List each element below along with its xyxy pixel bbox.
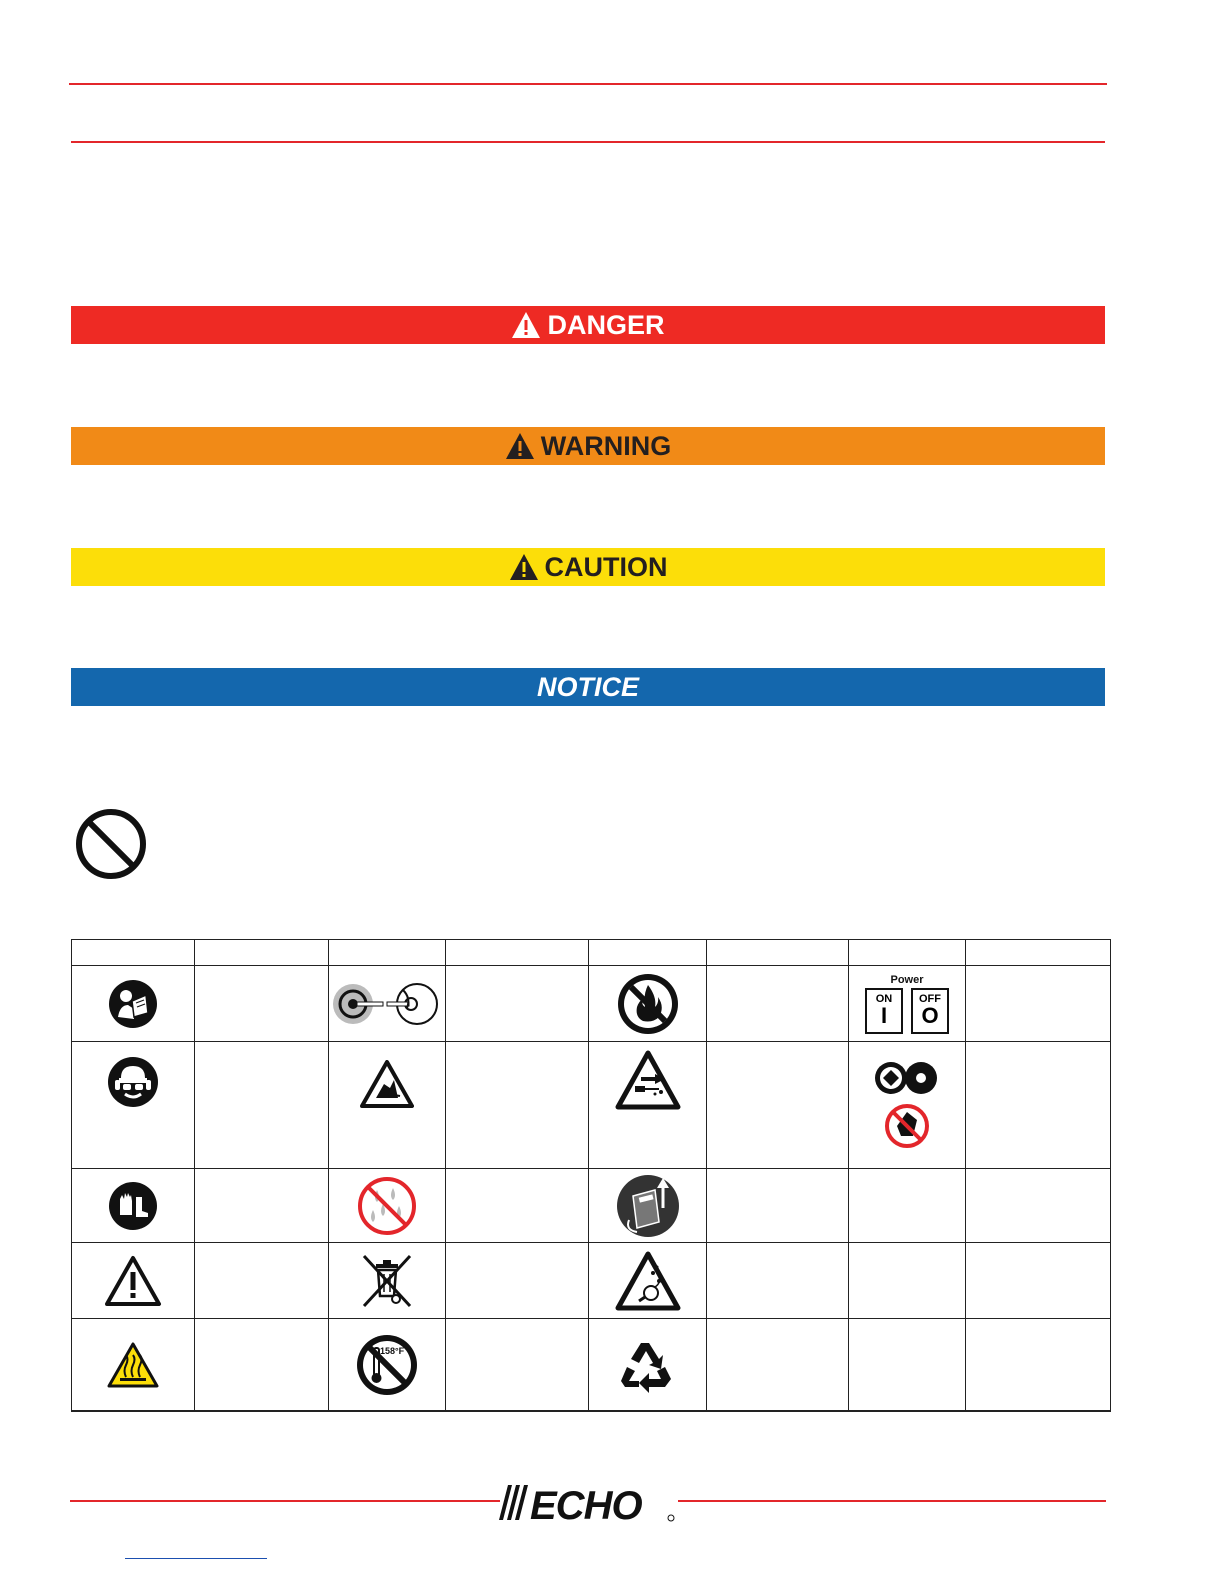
- description-cell: [966, 1319, 1111, 1412]
- description-cell: [446, 1243, 589, 1319]
- off-text: OFF: [919, 992, 941, 1005]
- description-cell: [446, 1169, 589, 1243]
- symbol-cell: [849, 1042, 966, 1169]
- description-cell: [446, 1319, 589, 1412]
- symbol-cell: [589, 966, 707, 1042]
- empty-cell: [849, 1169, 966, 1243]
- header-cell: [849, 940, 966, 966]
- symbol-cell: [72, 1243, 195, 1319]
- description-cell: [966, 966, 1111, 1042]
- symbol-cell: [72, 1319, 195, 1412]
- description-cell: [966, 1169, 1111, 1243]
- header-cell: [72, 940, 195, 966]
- no-open-flame-icon: [617, 973, 679, 1035]
- description-cell: [195, 1042, 329, 1169]
- table-header-row: [72, 940, 1111, 966]
- symbol-cell: [329, 1319, 446, 1412]
- description-cell: [195, 1319, 329, 1412]
- caution-label: CAUTION: [544, 551, 668, 582]
- hot-surface-icon: [106, 1341, 160, 1389]
- symbol-table: [71, 939, 1111, 1412]
- flying-debris-icon: [615, 1251, 681, 1311]
- description-cell: [195, 966, 329, 1042]
- symbol-cell: [329, 966, 446, 1042]
- header-cell: [195, 940, 329, 966]
- description-cell: [195, 1243, 329, 1319]
- no-trash-disposal-icon: [358, 1252, 416, 1310]
- title-rule: [71, 141, 1105, 143]
- blade-types-icon: [871, 1060, 943, 1150]
- description-cell: [707, 966, 849, 1042]
- on-symbol: I: [880, 1002, 888, 1028]
- table-row: [72, 1042, 1111, 1169]
- symbol-cell: [589, 1169, 707, 1243]
- footer-rule-left: [70, 1500, 500, 1502]
- empty-cell: [849, 1243, 966, 1319]
- symbol-cell: [589, 1042, 707, 1169]
- description-cell: [446, 966, 589, 1042]
- description-cell: [966, 1042, 1111, 1169]
- warning-triangle-icon: [511, 311, 541, 339]
- symbol-cell: [72, 1169, 195, 1243]
- rotating-blade-icon: [331, 978, 443, 1030]
- symbol-cell: [589, 1243, 707, 1319]
- power-switch-cell: [849, 966, 966, 1042]
- description-cell: [966, 1243, 1111, 1319]
- top-rule: [69, 83, 1107, 85]
- empty-cell: [849, 1319, 966, 1412]
- no-water-icon: [357, 1176, 417, 1236]
- header-cell: [329, 940, 446, 966]
- header-cell: [589, 940, 707, 966]
- temperature-limit-icon: [354, 1334, 420, 1396]
- echo-logo: [498, 1482, 680, 1524]
- danger-banner: [71, 306, 1105, 344]
- description-cell: [195, 1169, 329, 1243]
- description-cell: [707, 1042, 849, 1169]
- header-cell: [966, 940, 1111, 966]
- table-row: [72, 1169, 1111, 1243]
- description-cell: [707, 1169, 849, 1243]
- logo-text: ECHO: [530, 1484, 642, 1524]
- prohibition-icon: [73, 806, 149, 882]
- header-cell: [446, 940, 589, 966]
- notice-label: NOTICE: [536, 671, 639, 702]
- warning-label: WARNING: [540, 430, 672, 461]
- symbol-cell: [72, 966, 195, 1042]
- power-label: Power: [890, 973, 924, 986]
- warning-banner: [71, 427, 1105, 465]
- footer-link-underline: [125, 1558, 267, 1559]
- on-text: ON: [875, 992, 893, 1005]
- caution-banner: [71, 548, 1105, 586]
- symbol-cell: [329, 1042, 446, 1169]
- description-cell: [446, 1042, 589, 1169]
- recycle-icon: [619, 1337, 677, 1393]
- header-cell: [707, 940, 849, 966]
- symbol-cell: [72, 1042, 195, 1169]
- table-row: [72, 1319, 1111, 1412]
- notice-banner: [71, 668, 1105, 706]
- symbol-cell: [329, 1169, 446, 1243]
- warning-triangle-icon: [505, 432, 535, 460]
- danger-label: DANGER: [547, 309, 665, 340]
- cut-hazard-icon: [360, 1060, 414, 1108]
- symbol-cell: [329, 1243, 446, 1319]
- table-row: [72, 966, 1111, 1042]
- description-cell: [707, 1319, 849, 1412]
- symbol-cell: [589, 1319, 707, 1412]
- safety-alert-icon: [104, 1255, 162, 1307]
- description-cell: [707, 1243, 849, 1319]
- off-switch-icon: [911, 988, 949, 1034]
- gloves-boots-icon: [108, 1181, 158, 1231]
- warning-triangle-icon: [509, 553, 539, 581]
- off-symbol: O: [921, 1002, 939, 1028]
- eye-ear-protection-icon: [107, 1056, 159, 1108]
- read-manual-icon: [108, 979, 158, 1029]
- table-row: [72, 1243, 1111, 1319]
- footer-rule-right: [678, 1500, 1106, 1502]
- temperature-label: 158°F: [380, 1345, 405, 1356]
- on-switch-icon: [865, 988, 903, 1034]
- thrown-objects-icon: [615, 1050, 681, 1110]
- battery-remove-icon: [615, 1174, 681, 1238]
